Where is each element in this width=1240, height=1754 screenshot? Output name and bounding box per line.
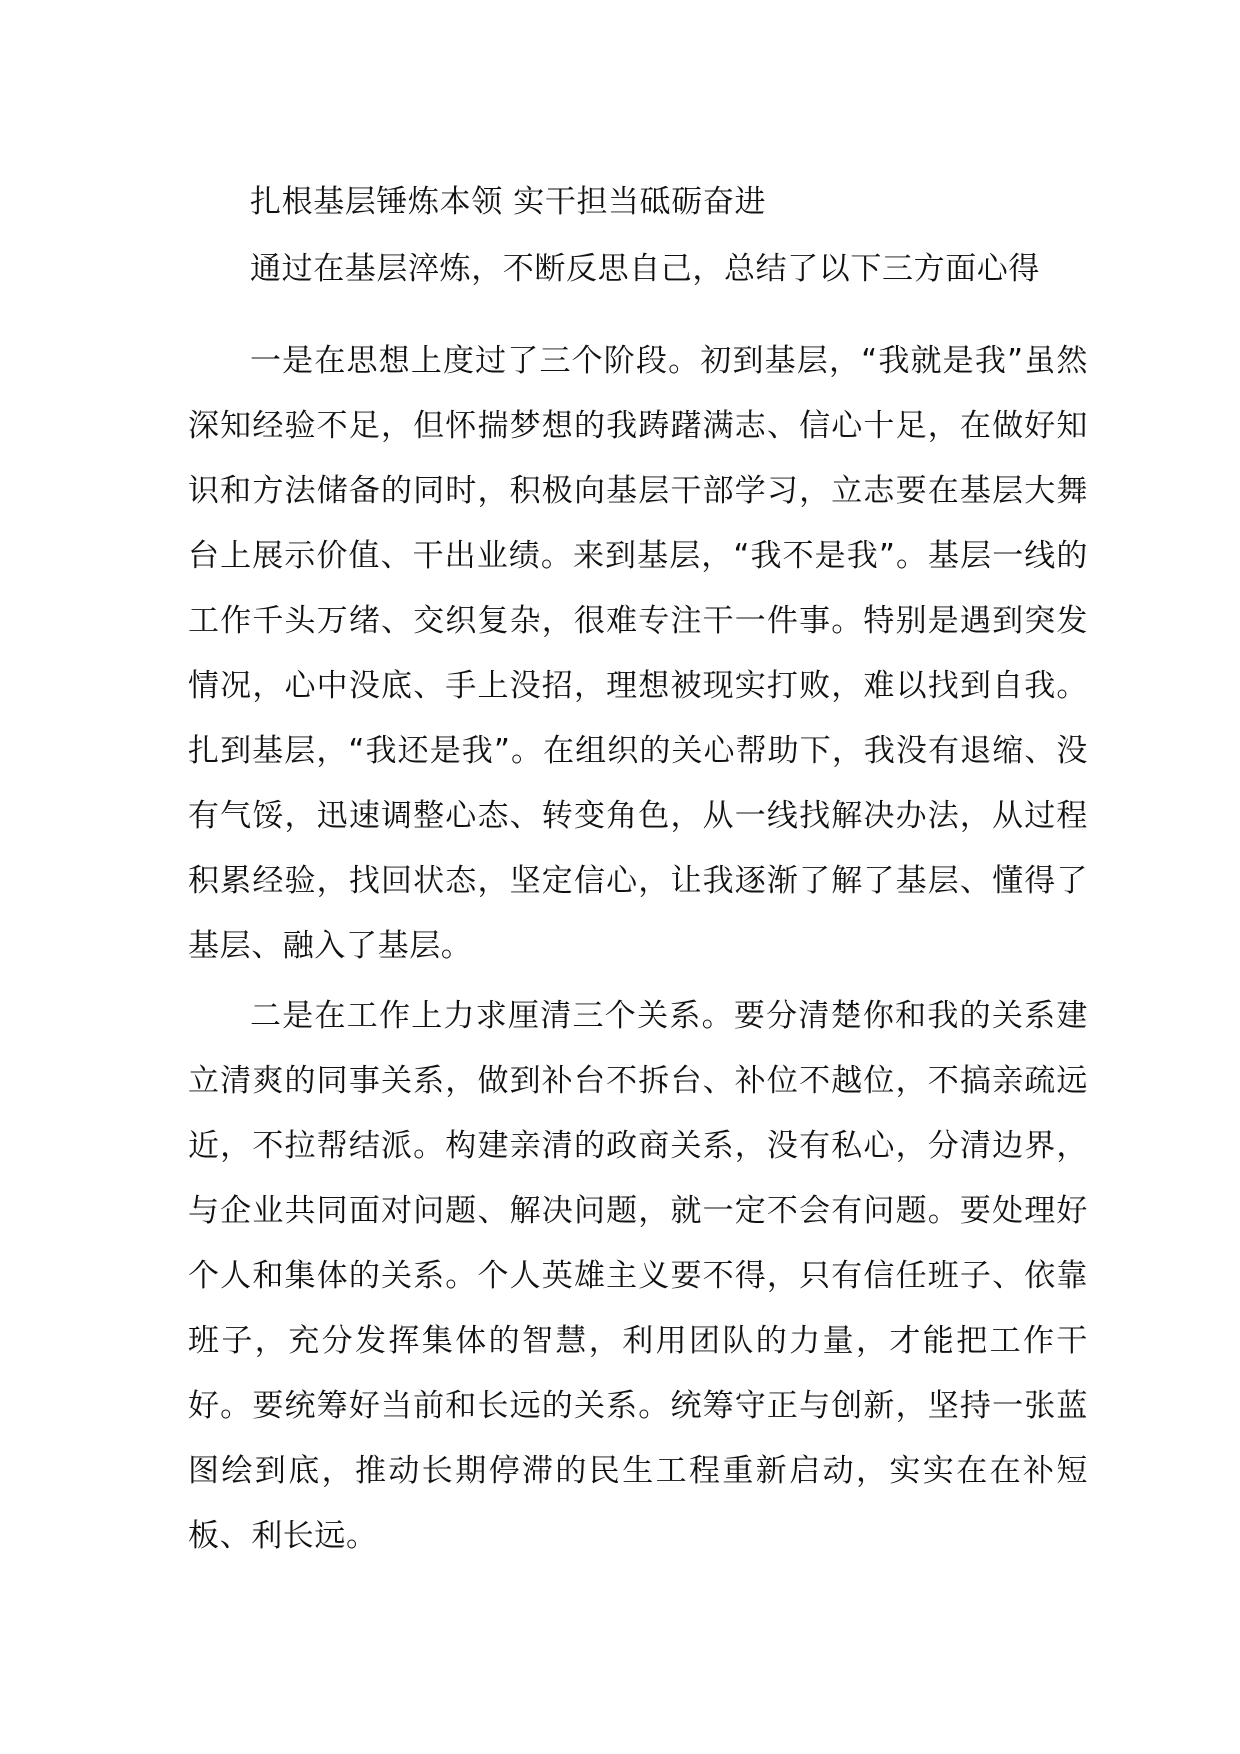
intro-line: 通过在基层淬炼，不断反思自己，总结了以下三方面心得	[250, 251, 1040, 287]
document-title: 扎根基层锤炼本领 实干担当砥砺奋进	[250, 184, 767, 220]
paragraph-thinking-stages: 一是在思想上度过了三个阶段。初到基层，“我就是我”虽然深知经验不足，但怀揣梦想的我踌躇满志、信心十足，在做好知识和方法储备的同时，积极向基层干部学习，立志要在基层大舞台上展示价值、干出业绩。来到基层，“我不是我”。基层一线的工作千头万绪、交织复杂，很难专注干一件事。特别是遇到突发情况，心中没底、手上没招，理想被现实打败，难以找到自我。扎到基层，“我还是我”。在组织的关心帮助下，我没有退缩、没有气馁，迅速调整心态、转变角色，从一线找解决办法，从过程积累经验，找回状态，坚定信心，让我逐渐了解了基层、懂得了基层、融入了基层。	[188, 343, 1088, 964]
paragraph-work-relations: 二是在工作上力求厘清三个关系。要分清楚你和我的关系建立清爽的同事关系，做到补台不拆台、补位不越位，不搞亲疏远近，不拉帮结派。构建亲清的政商关系，没有私心，分清边界，与企业共同面对问题、解决问题，就一定不会有问题。要处理好个人和集体的关系。个人英雄主义要不得，只有信任班子、依靠班子，充分发挥集体的智慧，利用团队的力量，才能把工作干好。要统筹好当前和长远的关系。统筹守正与创新，坚持一张蓝图绘到底，推动长期停滞的民生工程重新启动，实实在在补短板、利长远。	[188, 998, 1088, 1554]
